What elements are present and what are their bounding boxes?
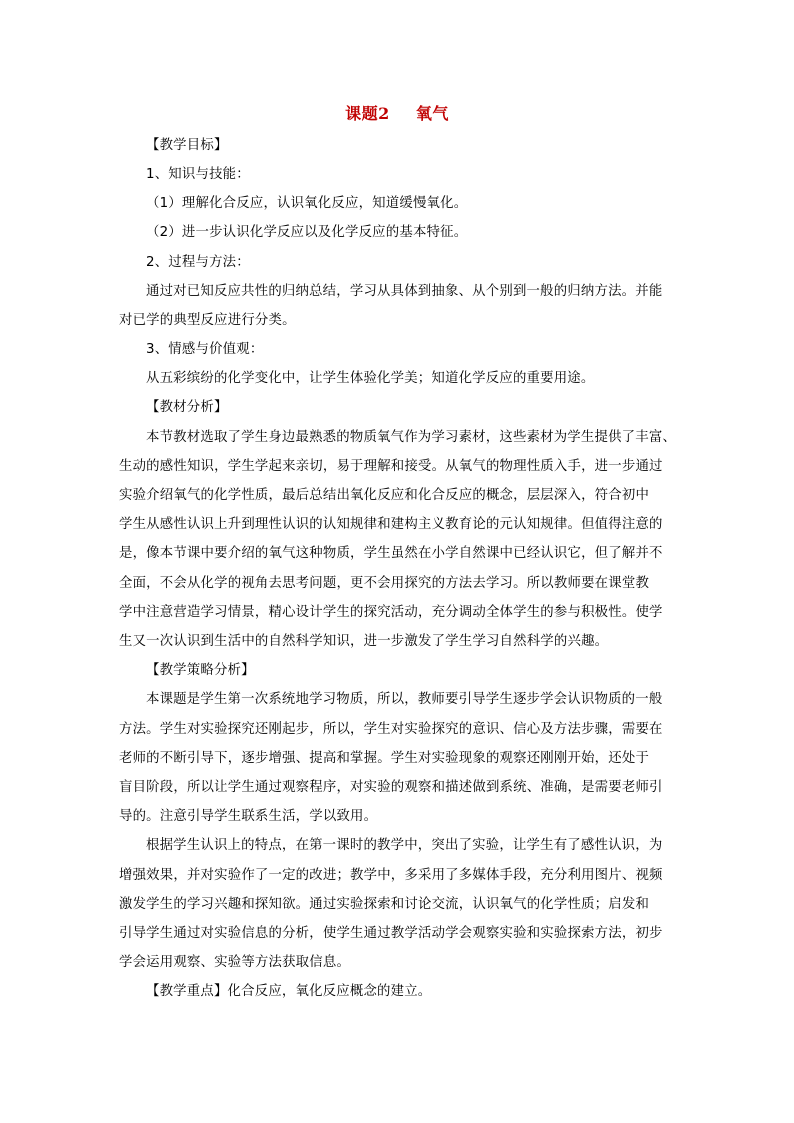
textbook-analysis-line: 本节教材选取了学生身边最熟悉的物质氧气作为学习素材，这些素材为学生提供了丰富、 [146,430,677,445]
strategy-line: 增强效果，并对实验作了一定的改进；教学中，多采用了多媒体手段，充分利用图片、视频 [119,868,663,883]
objective-item-1: （1）理解化合反应，认识氧化反应，知道缓慢氧化。 [146,196,468,211]
strategy-line: 根据学生认识上的特点，在第一课时的教学中，突出了实验，让学生有了感性认识，为 [146,838,663,853]
strategy-line: 老师的不断引导下，逐步增强、提高和掌握。学生对实验现象的观察还刚刚开始，还处于 [119,751,650,766]
textbook-analysis-line: 全面，不会从化学的视角去思考问题，更不会用探究的方法去学习。所以教师要在课堂教 [119,576,650,591]
strategy-line: 学会运用观察、实验等方法获取信息。 [119,955,351,970]
emotion-text-line: 从五彩缤纷的化学变化中，让学生体验化学美；知道化学反应的重要用途。 [146,371,595,386]
strategy-line: 激发学生的学习兴趣和探知欲。通过实验探索和讨论交流，认识氧气的化学性质；启发和 [119,897,650,912]
textbook-analysis-line: 实验介绍氧气的化学性质，最后总结出氧化反应和化合反应的概念，层层深入，符合初中 [119,488,650,503]
textbook-analysis-line: 是，像本节课中要介绍的氧气这种物质，学生虽然在小学自然课中已经认识它，但了解并不 [119,546,663,561]
textbook-analysis-line: 学中注意营造学习情景，精心设计学生的探究活动，充分调动全体学生的参与积极性。使学 [119,605,663,620]
lesson-title-number: 课题2 [345,104,390,123]
process-text-line: 对已学的典型反应进行分类。 [119,313,296,328]
section-heading-objectives: 【教学目标】 [146,138,228,153]
process-text-line: 通过对已知反应共性的归纳总结，学习从具体到抽象、从个别到一般的归纳方法。并能 [146,284,663,299]
strategy-line: 方法。学生对实验探究还刚起步，所以，学生对实验探究的意识、信心及方法步骤，需要在 [119,722,663,737]
section-heading-key-points: 【教学重点】化合反应，氧化反应概念的建立。 [146,984,432,999]
strategy-line: 导的。注意引导学生联系生活，学以致用。 [119,809,378,824]
textbook-analysis-line: 生动的感性知识，学生学起来亲切，易于理解和接受。从氧气的物理性质入手，进一步通过 [119,459,663,474]
objective-knowledge-heading: 1、知识与技能： [146,167,250,182]
section-heading-strategy: 【教学策略分析】 [146,663,255,678]
lesson-title-topic: 氧气 [415,104,449,123]
lesson-title [0,101,794,124]
section-heading-textbook-analysis: 【教材分析】 [146,400,228,415]
strategy-line: 盲目阶段，所以让学生通过观察程序，对实验的观察和描述做到系统、准确，是需要老师引 [119,780,663,795]
objective-emotion-heading: 3、情感与价值观： [146,342,264,357]
textbook-analysis-line: 生又一次认识到生活中的自然科学知识，进一步激发了学生学习自然科学的兴趣。 [119,634,609,649]
objective-process-heading: 2、过程与方法： [146,255,250,270]
objective-item-2: （2）进一步认识化学反应以及化学反应的基本特征。 [146,225,468,240]
strategy-line: 引导学生通过对实验信息的分析，使学生通过教学活动学会观察实验和实验探索方法，初步 [119,926,663,941]
strategy-line: 本课题是学生第一次系统地学习物质，所以，教师要引导学生逐步学会认识物质的一般 [146,692,663,707]
textbook-analysis-line: 学生从感性认识上升到理性认识的认知规律和建构主义教育论的元认知规律。但值得注意的 [119,517,663,532]
